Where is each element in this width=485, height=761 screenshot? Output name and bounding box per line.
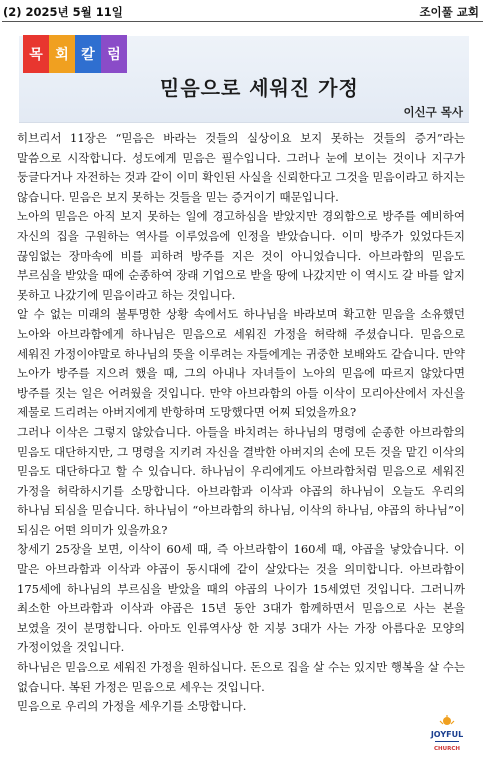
paragraph-5: 창세기 25장을 보면, 이삭이 60세 때, 즉 아브라함이 160세 때, 야곱을 낳았습니다. 이 말은 아브라함과 이삭과 야곱이 동시대에 같이 살았다는 것을 의미합니다. 아브라함이 175세에 하나님의 부르심을 받았을 때의 야곱의 나이가 15세였던 것입니다. 그러니까 최소한 아브라함과 이삭과 야곱은 15년 동안 3대가 함께하면서 믿음으로 사는 본을 보였을 것이 분명합니다. 아마도 인류역사상 한 지붕 3대가 사는 가장 아름다운 모양의 가정이었을 것입니다.	[17, 542, 465, 655]
paragraph-3: 알 수 없는 미래의 불투명한 상황 속에서도 하나님을 바라보며 확고한 믿음을 소유했던 노아와 아브라함에게 하나님은 믿음으로 세워진 가정을 허락해 주셨습니다. 믿음으로 세워진 가정이야말로 하나님의 뜻을 이루려는 자들에게는 귀중한 보배와도 같습니다. 만약 노아가 방주를 지으려 했을 때, 그의 아내나 자녀들이 노아의 믿음에 따르지 않았다면 방주를 짓는 일은 어려웠을 것입니다. 만약 아브라함의 아들 이삭이 모리아산에서 자신을 제물로 드리려는 아버지에게 반항하며 도망했다면 어찌 되었을까요?	[17, 307, 465, 420]
header-divider	[2, 21, 483, 22]
column-badge-3: 칼	[75, 35, 101, 73]
church-name: 조이풀 교회	[419, 5, 479, 19]
paragraph-7: 믿음으로 우리의 가정을 세우기를 소망합니다.	[17, 699, 247, 714]
paragraph-6: 하나님은 믿음으로 세워진 가정을 원하십니다. 돈으로 집을 살 수는 있지만 행복을 살 수는 없습니다. 복된 가정은 믿음으로 세우는 것입니다.	[17, 660, 465, 694]
paragraph-2: 노아의 믿음은 아직 보지 못하는 일에 경고하심을 받았지만 경외함으로 방주를 예비하여 자신의 집을 구원하는 역사를 이루었음에 인정을 받았습니다. 이미 방주가 있었다든지 끊임없는 장마속에 비를 피하려 방주를 지은 것이 아니었습니다. 아브라함의 믿음도 부르심을 받았을 때에 순종하여 장래 기업으로 받을 땅에 나갔지만 이 역시도 갈 바를 알지 못하고 나갔기에 믿음이라고 하는 것입니다.	[17, 209, 465, 302]
column-badges	[23, 35, 127, 73]
svg-text:CHURCH: CHURCH	[434, 746, 460, 752]
column-badge-4: 럼	[101, 35, 127, 73]
sermon-author: 이신구 목사	[403, 105, 463, 119]
page-header	[0, 0, 485, 22]
church-logo-icon	[427, 715, 467, 755]
paragraph-1: 히브리서 11장은 “믿음은 바라는 것들의 실상이요 보지 못하는 것들의 증거”라는 말씀으로 시작합니다. 성도에게 믿음은 필수입니다. 그러나 눈에 보이는 것이나 지구가 둥글다거나 자전하는 것과 같이 이미 확인된 사실을 신뢰한다고 그것을 믿음이라고 하지는 않습니다. 믿음은 보지 못하는 것들을 믿는 증거이기 때문입니다.	[17, 131, 465, 204]
column-badge-2: 회	[49, 35, 75, 73]
sermon-title: 믿음으로 세워진 가정	[160, 76, 359, 100]
issue-date: (2) 2025년 5월 11일	[3, 5, 123, 19]
svg-text:JOYFUL: JOYFUL	[430, 730, 464, 739]
paragraph-4: 그러나 이삭은 그렇지 않았습니다. 아들을 바치려는 하나님의 명령에 순종한 아브라함의 믿음도 대단하지만, 그 명령을 지키려 자신을 결박한 아버지의 손에 모든 것을 맡긴 이삭의 믿음도 대단하다고 할 수 있습니다. 하나님이 우리에게도 아브라함처럼 믿음으로 세워진 가정을 허락하시기를 소망합니다. 아브라함과 이삭과 야곱의 하나님이 오늘도 우리의 하나님 되심을 믿습니다. 하나님이 “아브라함의 하나님, 이삭의 하나님, 야곱의 하나님”이 되심은 어떤 의미가 있을까요?	[17, 424, 465, 537]
sermon-body	[17, 129, 465, 717]
column-badge-1: 목	[23, 35, 49, 73]
